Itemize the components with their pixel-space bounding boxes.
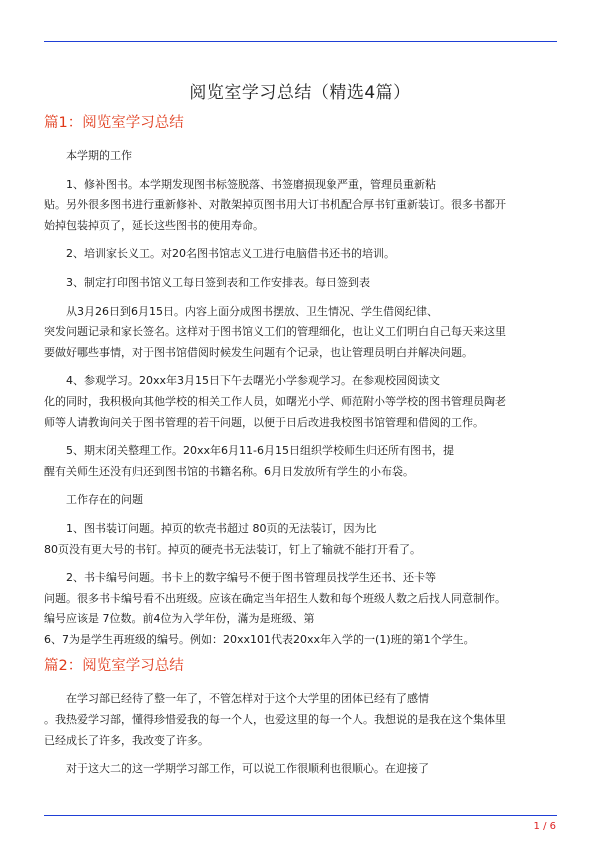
paragraph-line: 。我热爱学习部，懂得珍惜爱我的每一个人，也爱这里的每一个人。我想说的是我在这个集体里	[44, 713, 506, 727]
section-2-heading: 篇2：阅览室学习总结	[44, 658, 184, 675]
paragraph-line: 化的同时，我积极向其他学校的相关工作人员，如曙光小学、师范附小等学校的图书管理员陶老	[44, 394, 506, 408]
paragraph-line: 5、期末闭关整理工作。20xx年6月11-6月15日组织学校师生归还所有图书，提	[66, 444, 454, 458]
paragraph-line: 6、7为是学生再班级的编号。例如：20xx101代表20xx年入学的一(1)班的第1个学生。	[44, 632, 475, 646]
section-1-heading: 篇1：阅览室学习总结	[44, 115, 184, 131]
subheading: 工作存在的问题	[66, 493, 143, 507]
paragraph-line: 贴。另外很多图书进行重新修补、对散架掉页图书用大订书机配合厚书钉重新装订。很多书都开	[44, 198, 506, 212]
paragraph-line: 3、制定打印图书馆义工每日签到表和工作安排表。每日签到表	[66, 275, 370, 289]
page-number: 1 / 6	[533, 821, 556, 832]
paragraph-line: 醒有关师生还没有归还到图书馆的书籍名称。6月日发放所有学生的小布袋。	[44, 464, 414, 478]
paragraph-line: 已经成长了许多，我改变了许多。	[44, 733, 209, 747]
paragraph-line: 80页没有更大号的书钉。掉页的硬壳书无法装订，钉上了输就不能打开看了。	[44, 542, 421, 556]
paragraph-line: 对于这大二的这一学期学习部工作，可以说工作很顺利也很顺心。在迎接了	[66, 762, 429, 776]
paragraph-line: 在学习部已经待了整一年了，不管怎样对于这个大学里的团体已经有了感情	[66, 692, 429, 706]
paragraph-line: 2、书卡编号问题。书卡上的数字编号不便于图书管理员找学生还书、还卡等	[66, 571, 436, 585]
paragraph-line: 1、图书装订问题。掉页的软壳书超过 80页的无法装订，因为比	[66, 521, 377, 535]
document-body	[44, 113, 559, 780]
paragraph-line: 从3月26日到6月15日。内容上面分成图书摆放、卫生情况、学生借阅纪律、	[66, 304, 438, 318]
paragraph-line: 问题。很多书卡编号看不出班级。应该在确定当年招生人数和每个班级人数之后找人同意制作。	[44, 591, 506, 605]
paragraph-line: 1、修补图书。本学期发现图书标签脱落、书签磨损现象严重，管理员重新粘	[66, 177, 436, 191]
paragraph-line: 编号应该是 7位数。前4位为入学年份，滿为是班级、第	[44, 612, 315, 626]
paragraph-line: 师等人请教询问关于图书管理的若干问题，以便于日后改进我校图书馆管理和借阅的工作。	[44, 415, 484, 429]
footer-rule	[44, 815, 557, 816]
document-title: 阅览室学习总结（精选4篇）	[189, 83, 411, 103]
paragraph-line: 4、参观学习。20xx年3月15日下午去曙光小学参观学习。在参观校园阅读文	[66, 374, 441, 388]
paragraph-line: 2、培训家长义工。对20名图书馆志义工进行电脑借书还书的培训。	[66, 247, 395, 261]
header-rule	[44, 41, 557, 42]
paragraph-line: 始掉包装掉页了，延长这些图书的使用寿命。	[44, 218, 264, 232]
paragraph-line: 突发问题记录和家长签名。这样对于图书馆义工们的管理细化，也让义工们明白自己每天来这里	[44, 325, 506, 339]
paragraph-line: 要做好哪些事情，对于图书馆借阅时候发生问题有个记录，也让管理员明白并解决问题。	[44, 345, 473, 359]
subheading: 本学期的工作	[66, 149, 132, 162]
